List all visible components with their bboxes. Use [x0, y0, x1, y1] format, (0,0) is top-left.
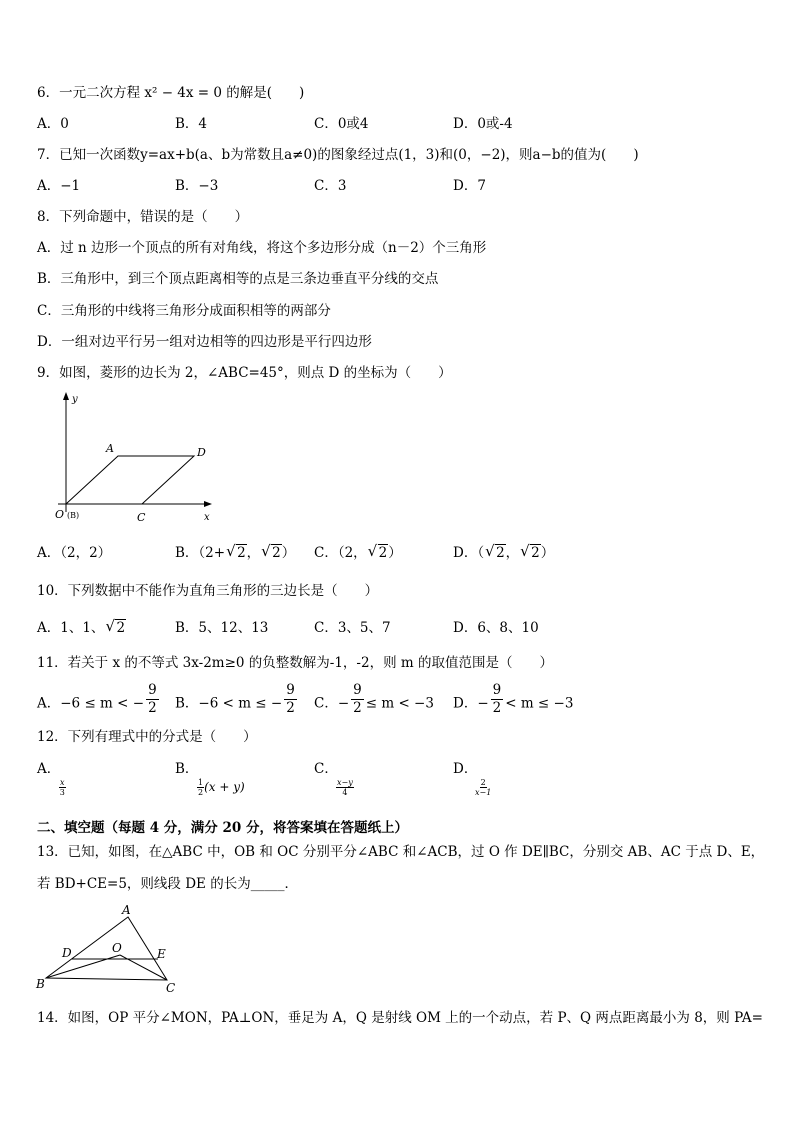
q12-d-label: D．	[453, 761, 478, 777]
q11-d-suffix: < m ≤ −3	[505, 695, 574, 712]
label-x: x	[204, 512, 210, 523]
q11-option-b[interactable]	[175, 682, 299, 717]
q12-b-label: B．	[175, 761, 199, 777]
q6-option-a[interactable]: A．0	[37, 116, 69, 132]
q9-rhombus-figure	[38, 390, 228, 528]
q7-option-b[interactable]: B．−3	[175, 178, 219, 194]
q7-option-a[interactable]: A．−1	[37, 178, 81, 194]
q10-options	[37, 619, 777, 641]
q12-c-label: C．	[314, 761, 338, 777]
q12-option-b[interactable]	[175, 760, 245, 797]
q7-options	[37, 177, 777, 199]
sqrt-2: √ 2	[521, 544, 541, 562]
q6-option-d[interactable]: D．0或-4	[453, 116, 513, 132]
label-B: (B)	[67, 511, 80, 520]
label-A: A	[106, 442, 114, 455]
q11-c-text: C．−	[314, 695, 350, 712]
q8-option-b[interactable]: B．三角形中，到三个顶点距离相等的点是三条边垂直平分线的交点	[37, 271, 439, 287]
q12-a-label: A．	[37, 761, 61, 777]
q11-b-text: B．−6 < m ≤ −	[175, 695, 283, 712]
q12-b-expr: (x + y)	[204, 780, 245, 794]
label-D: D	[62, 946, 72, 960]
q9-d-prefix: D．（	[453, 545, 485, 561]
fraction: $\frac{2}{x-1}$	[475, 778, 492, 797]
q11-stem: 11．若关于 x 的不等式 3x-2m≥0 的负整数解为-1，-2，则 m 的取值范围是（ ）	[37, 655, 553, 671]
fraction: $\frac{9}{2}$	[492, 682, 502, 716]
rhombus	[66, 456, 194, 504]
q9-options	[37, 544, 777, 566]
fraction: $\frac{9}{2}$	[286, 682, 295, 716]
q7-option-c[interactable]: C．3	[314, 178, 347, 194]
q11-option-a[interactable]	[37, 682, 161, 717]
sqrt-2: √ 2	[486, 544, 506, 562]
q9-b-suffix: ）	[281, 545, 296, 561]
q9-option-a[interactable]: A．（2，2）	[37, 545, 112, 561]
q7-stem: 7．已知一次函数y=ax+b(a、b为常数且a≠0)的图象经过点(1，3)和(0，−2)，则a−b的值为( )	[37, 147, 639, 163]
label-C: C	[166, 981, 176, 995]
q12-option-c[interactable]	[314, 760, 354, 797]
q6-option-c[interactable]: C．0或4	[314, 116, 369, 132]
q9-option-d[interactable]	[453, 544, 554, 562]
q6-stem: 6．一元二次方程 x² − 4x = 0 的解是( )	[37, 85, 305, 101]
q10-option-d[interactable]: D．6、8、10	[453, 620, 539, 636]
fraction: $\frac{9}{2}$	[148, 682, 157, 716]
q10-a-prefix: A．1、1、	[37, 620, 105, 636]
q9-d-sep: ，	[505, 545, 520, 561]
q8-option-c[interactable]: C．三角形的中线将三角形分成面积相等的两部分	[37, 303, 331, 319]
q9-stem: 9．如图，菱形的边长为 2，∠ABC=45°，则点 D 的坐标为（ ）	[37, 365, 452, 381]
q10-option-c[interactable]: C．3、5、7	[314, 620, 391, 636]
label-O: O	[112, 941, 122, 955]
q9-option-c[interactable]	[314, 544, 402, 562]
q11-option-d[interactable]	[453, 682, 574, 717]
q12-option-a[interactable]	[37, 760, 66, 797]
q6-options	[37, 115, 777, 137]
sqrt-2: √ 2	[262, 544, 282, 562]
q11-option-c[interactable]	[314, 682, 434, 717]
q7-option-d[interactable]: D．7	[453, 178, 486, 194]
q9-option-b[interactable]	[175, 544, 295, 562]
q13-line1: 13．已知，如图，在△ABC 中，OB 和 OC 分别平分∠ABC 和∠ACB，过 O 作 DE∥BC，分别交 AB、AC 于点 D、E，	[37, 844, 765, 860]
q10-option-b[interactable]: B．5、12、13	[175, 620, 269, 636]
q9-b-prefix: B．（2+	[175, 545, 226, 561]
label-O: O	[55, 508, 65, 521]
q13-line2: 若 BD+CE=5，则线段 DE 的长为_____．	[37, 876, 298, 892]
fraction: $\frac{x-y}{4}$	[337, 778, 353, 797]
y-axis-arrow	[63, 392, 69, 400]
fraction: $\frac{x}{3}$	[59, 778, 65, 797]
sqrt-2: √ 2	[369, 544, 389, 562]
section-heading: 二、填空题（每题 4 分，满分 20 分，将答案填在答题纸上）	[37, 820, 408, 836]
q14-line1: 14．如图，OP 平分∠MON，PA⊥ON，垂足为 A，Q 是射线 OM 上的一个动点，若 P、Q 两点距离最小为 8，则 PA=	[37, 1010, 763, 1026]
q11-options	[37, 682, 777, 720]
fraction: $\frac{1}{2}$	[198, 778, 204, 797]
label-y: y	[72, 394, 78, 405]
q13-triangle-figure	[34, 900, 184, 996]
q8-stem: 8．下列命题中，错误的是（ ）	[37, 209, 249, 225]
q11-d-text: D．−	[453, 695, 489, 712]
q9-c-prefix: C．（2，	[314, 545, 367, 561]
q9-c-suffix: ）	[388, 545, 402, 561]
sqrt-2: √ 2	[106, 619, 126, 637]
label-D: D	[197, 446, 206, 459]
segment-bo	[46, 955, 120, 978]
label-C: C	[137, 511, 146, 524]
q9-d-suffix: ）	[540, 545, 555, 561]
q6-option-b[interactable]: B．4	[175, 116, 208, 132]
q10-stem: 10．下列数据中不能作为直角三角形的三边长是（ ）	[37, 583, 379, 599]
q12-options	[37, 760, 777, 800]
q10-option-a[interactable]	[37, 619, 126, 637]
q12-stem: 12．下列有理式中的分式是（ ）	[37, 729, 257, 745]
x-axis-arrow	[204, 501, 212, 507]
label-B: B	[36, 977, 45, 991]
q12-option-d[interactable]	[453, 760, 491, 797]
label-A: A	[122, 903, 131, 917]
q11-a-text: A．−6 ≤ m < −	[37, 695, 145, 712]
q9-b-sep: ，	[246, 545, 261, 561]
q8-option-a[interactable]: A．过 n 边形一个顶点的所有对角线，将这个多边形分成（n－2）个三角形	[37, 240, 487, 256]
fraction: $\frac{9}{2}$	[353, 682, 362, 716]
sqrt-2: √ 2	[227, 544, 247, 562]
q11-c-suffix: ≤ m < −3	[365, 695, 434, 712]
label-E: E	[157, 947, 166, 961]
q8-option-d[interactable]: D．一组对边平行另一组对边相等的四边形是平行四边形	[37, 334, 372, 350]
